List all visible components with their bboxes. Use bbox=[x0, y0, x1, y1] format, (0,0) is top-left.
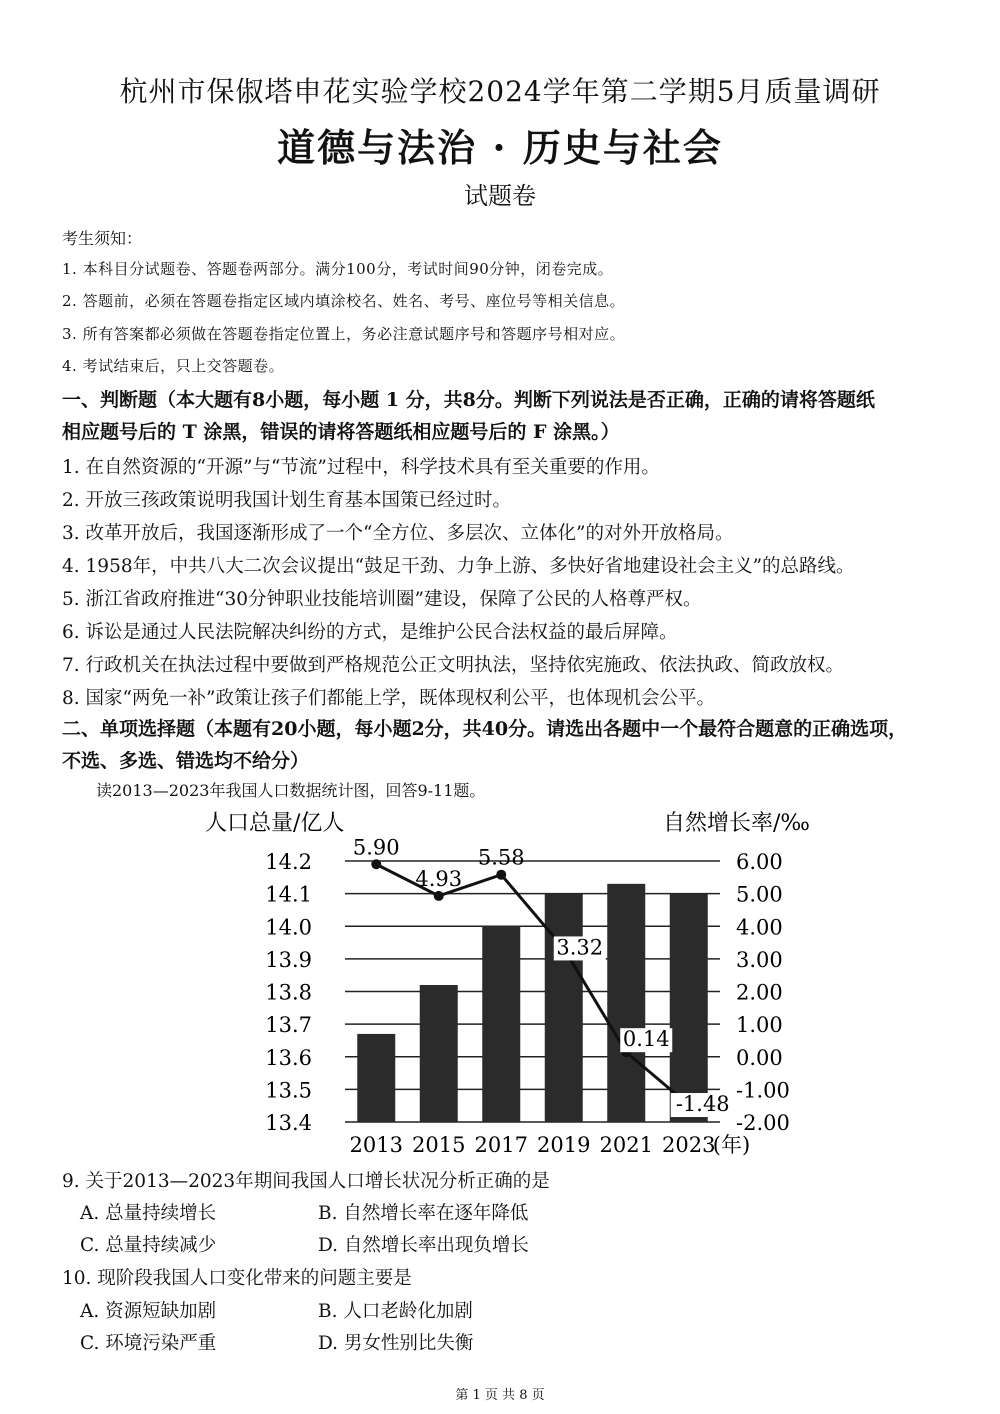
left-tick-label: 14.0 bbox=[265, 915, 312, 940]
q9-option-d[interactable]: D. 自然增长率出现负增长 bbox=[318, 1235, 529, 1256]
q9-option-a[interactable]: A. 总量持续增长 bbox=[80, 1203, 217, 1224]
q10-option-b[interactable]: B. 人口老龄化加剧 bbox=[318, 1301, 473, 1322]
judge-question: 6. 诉讼是通过人民法院解决纠纷的方式，是维护公民合法权益的最后屏障。 bbox=[62, 622, 678, 643]
bar bbox=[357, 1034, 395, 1122]
judge-question: 4. 1958年，中共八大二次会议提出“鼓足干劲、力争上游、多快好省地建设社会主义”的总路线。 bbox=[62, 556, 855, 577]
judge-question: 1. 在自然资源的“开源”与“节流”过程中，科学技术具有至关重要的作用。 bbox=[62, 457, 660, 478]
x-axis-unit: (年) bbox=[712, 1133, 751, 1157]
section2-heading: 二、单项选择题（本题有20小题，每小题2分，共40分。请选出各题中一个最符合题意的正确选项， 不选、多选、错选均不给分） bbox=[62, 718, 908, 772]
judge-question: 5. 浙江省政府推进“30分钟职业技能培训圈”建设，保障了公民的人格尊严权。 bbox=[62, 589, 702, 610]
right-tick-label: 5.00 bbox=[736, 882, 783, 907]
notice-heading: 考生须知： bbox=[62, 229, 143, 248]
population-chart bbox=[0, 800, 1000, 1165]
left-tick-label: 13.8 bbox=[265, 980, 312, 1005]
x-tick-label: 2015 bbox=[412, 1133, 466, 1157]
notice-item: 1. 本科目分试题卷、答题卷两部分。满分100分，考试时间90分钟，闭卷完成。 bbox=[62, 260, 614, 278]
q9-option-c[interactable]: C. 总量持续减少 bbox=[80, 1235, 217, 1256]
right-tick-label: 1.00 bbox=[736, 1013, 783, 1038]
judge-question: 8. 国家“两免一补”政策让孩子们都能上学，既体现权利公平，也体现机会公平。 bbox=[62, 688, 715, 709]
q10-option-c[interactable]: C. 环境污染严重 bbox=[80, 1333, 217, 1354]
judge-question: 3. 改革开放后，我国逐渐形成了一个“全方位、多层次、立体化”的对外开放格局。 bbox=[62, 523, 734, 544]
page-footer: 第 1 页 共 8 页 bbox=[455, 1388, 545, 1403]
left-tick-label: 13.5 bbox=[265, 1078, 312, 1103]
right-tick-label: -1.00 bbox=[736, 1078, 790, 1103]
bar bbox=[670, 894, 708, 1122]
right-tick-label: 6.00 bbox=[736, 850, 783, 874]
growth-rate-label: 5.58 bbox=[477, 845, 525, 870]
right-tick-label: -2.00 bbox=[736, 1111, 790, 1135]
x-tick-label: 2019 bbox=[537, 1133, 591, 1157]
question-9-stem: 9. 关于2013—2023年期间我国人口增长状况分析正确的是 bbox=[62, 1171, 550, 1192]
growth-rate-label: 4.93 bbox=[415, 866, 463, 891]
left-tick-label: 13.4 bbox=[265, 1111, 312, 1135]
growth-rate-point bbox=[434, 891, 444, 901]
left-tick-label: 14.1 bbox=[265, 882, 312, 907]
growth-rate-label: 0.14 bbox=[622, 1027, 670, 1052]
section1-heading: 一、判断题（本大题有8小题，每小题 1 分，共8分。判断下列说法是否正确，正确的请将答题纸 相应题号后的 T 涂黑，错误的请将答题纸相应题号后的 F 涂黑。） bbox=[62, 389, 875, 443]
growth-rate-point bbox=[371, 859, 381, 869]
x-tick-label: 2021 bbox=[599, 1133, 653, 1157]
paper-type-title: 试题卷 bbox=[464, 182, 536, 210]
x-tick-label: 2013 bbox=[349, 1133, 403, 1157]
right-tick-label: 4.00 bbox=[736, 915, 783, 940]
growth-rate-label: 5.90 bbox=[352, 835, 400, 860]
chart-intro: 读2013—2023年我国人口数据统计图，回答9-11题。 bbox=[96, 781, 486, 800]
left-tick-label: 13.7 bbox=[265, 1013, 312, 1038]
subject-title: 道德与法治 · 历史与社会 bbox=[277, 125, 723, 170]
left-axis-title: 人口总量/亿人 bbox=[205, 811, 345, 836]
bar bbox=[607, 884, 645, 1122]
bar bbox=[545, 894, 583, 1122]
notice-item: 4. 考试结束后，只上交答题卷。 bbox=[62, 357, 285, 375]
right-axis-title: 自然增长率/‰ bbox=[663, 811, 810, 836]
notice-item: 3. 所有答案都必须做在答题卷指定位置上，务必注意试题序号和答题序号相对应。 bbox=[62, 325, 626, 343]
judge-question: 2. 开放三孩政策说明我国计划生育基本国策已经过时。 bbox=[62, 490, 512, 511]
q10-option-a[interactable]: A. 资源短缺加剧 bbox=[80, 1301, 217, 1322]
bar bbox=[482, 926, 520, 1122]
growth-rate-point bbox=[496, 870, 506, 880]
bar bbox=[420, 985, 458, 1122]
x-tick-label: 2017 bbox=[474, 1133, 528, 1157]
exam-title: 杭州市保俶塔申花实验学校2024学年第二学期5月质量调研 bbox=[119, 75, 881, 108]
notice-item: 2. 答题前，必须在答题卷指定区域内填涂校名、姓名、考号、座位号等相关信息。 bbox=[62, 292, 626, 310]
left-tick-label: 13.9 bbox=[265, 947, 312, 972]
judge-question: 7. 行政机关在执法过程中要做到严格规范公正文明执法，坚持依宪施政、依法执政、简政放权。 bbox=[62, 655, 845, 676]
q10-option-d[interactable]: D. 男女性别比失衡 bbox=[318, 1333, 474, 1354]
right-tick-label: 3.00 bbox=[736, 947, 783, 972]
left-tick-label: 13.6 bbox=[265, 1045, 312, 1070]
growth-rate-label: -1.48 bbox=[675, 1092, 730, 1117]
left-tick-label: 14.2 bbox=[265, 850, 312, 874]
question-10-stem: 10. 现阶段我国人口变化带来的问题主要是 bbox=[62, 1268, 412, 1289]
growth-rate-label: 3.32 bbox=[556, 935, 604, 960]
q9-option-b[interactable]: B. 自然增长率在逐年降低 bbox=[318, 1203, 529, 1224]
right-tick-label: 0.00 bbox=[736, 1045, 783, 1070]
x-tick-label: 2023 bbox=[662, 1133, 716, 1157]
right-tick-label: 2.00 bbox=[736, 980, 783, 1005]
